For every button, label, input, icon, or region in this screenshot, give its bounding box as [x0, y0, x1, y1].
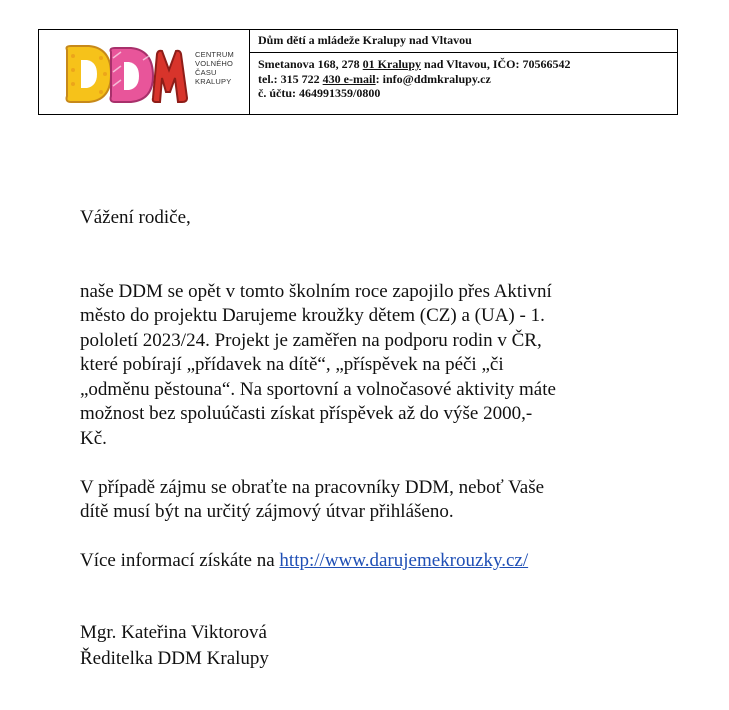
paragraph-line: možnost bez spoluúčasti získat příspěvek až do výše 2000,- [80, 403, 533, 424]
paragraph-line: město do projektu Darujeme kroužky dětem (CZ) a (UA) - 1. [80, 305, 545, 326]
paragraph-line: naše DDM se opět v tomto školním roce zapojilo přes Aktivní [80, 280, 552, 302]
email-text: : info@ddmkralupy.cz [375, 71, 491, 86]
signature-title: Ředitelka DDM Kralupy [80, 648, 269, 669]
address-ico: nad Vltavou, IČO: 70566542 [421, 57, 571, 71]
account-line: č. účtu: 464991359/0800 [258, 86, 381, 100]
info-cell [250, 30, 677, 114]
logo-cell [39, 30, 250, 114]
signature-name: Mgr. Kateřina Viktorová [80, 622, 267, 643]
paragraph-1 [80, 280, 660, 452]
phone-number: 430 e-mail [322, 71, 376, 86]
address-line [258, 57, 677, 72]
logo-subtitle-line: CENTRUM [195, 50, 234, 59]
logo-subtitle-line: VOLNÉHO [195, 59, 234, 68]
address-text: Smetanova 168, 278 [258, 57, 363, 71]
letter-body [80, 206, 660, 574]
phone-line [258, 72, 677, 87]
paragraph-2 [80, 476, 660, 525]
info-text: Více informací získáte na [80, 550, 280, 571]
letterhead-table [38, 29, 678, 115]
logo-subtitle [195, 50, 234, 86]
logo-subtitle-line: ČASU [195, 68, 217, 77]
logo-subtitle-line: KRALUPY [195, 77, 232, 86]
phone-text: tel.: 315 722 [258, 71, 323, 86]
ddm-logo [61, 40, 196, 106]
contact-block [250, 53, 677, 101]
paragraph-line: dítě musí být na určitý zájmový útvar přihlášeno. [80, 501, 454, 522]
paragraph-line: pololetí 2023/24. Projekt je zaměřen na podporu rodin v ČR, [80, 329, 542, 351]
greeting: Vážení rodiče, [80, 207, 191, 228]
paragraph-line: které pobírají „přídavek na dítě“, „příspěvek na péči „či [80, 354, 504, 375]
org-name: Dům dětí a mládeže Kralupy nad Vltavou [250, 30, 677, 53]
paragraph-line: V případě zájmu se obraťte na pracovníky DDM, neboť Vaše [80, 476, 545, 498]
darujeme-krouzky-link[interactable]: http://www.darujemekrouzky.cz/ [279, 550, 529, 571]
address-postcode: 01 Kralupy [362, 57, 422, 71]
paragraph-line: Kč. [80, 427, 107, 449]
paragraph-line: „odměnu pěstouna“. Na sportovní a volnočasové aktivity máte [80, 378, 556, 400]
info-line [80, 549, 660, 574]
signature-block [80, 620, 269, 672]
